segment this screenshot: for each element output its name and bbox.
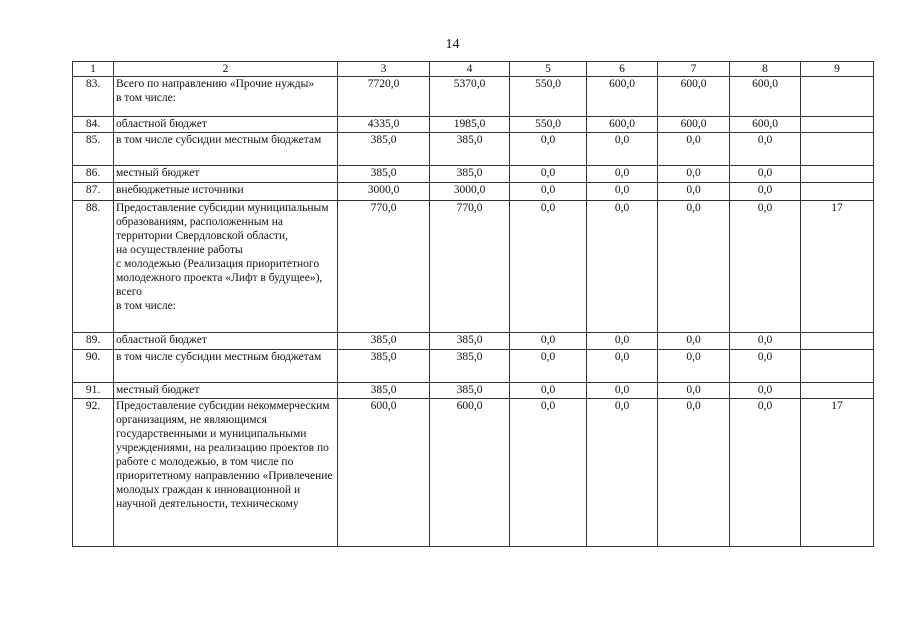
- value-cell: 3000,0: [430, 183, 510, 201]
- value-cell: 0,0: [730, 333, 801, 350]
- value-cell: 0,0: [730, 183, 801, 201]
- table-row: [73, 183, 874, 201]
- value-cell: 0,0: [730, 133, 801, 166]
- value-cell: 0,0: [658, 350, 730, 383]
- value-cell: 0,0: [510, 201, 587, 333]
- column-header: 7: [658, 62, 730, 77]
- value-cell: 0,0: [587, 183, 658, 201]
- value-cell: 0,0: [510, 333, 587, 350]
- value-cell: 1985,0: [430, 117, 510, 133]
- value-cell: 0,0: [730, 201, 801, 333]
- value-cell: 0,0: [510, 350, 587, 383]
- row-description: областной бюджет: [114, 117, 338, 133]
- value-cell: 385,0: [338, 166, 430, 183]
- target-ref-cell: [801, 77, 874, 117]
- value-cell: 385,0: [430, 333, 510, 350]
- target-ref-cell: [801, 183, 874, 201]
- value-cell: 0,0: [730, 383, 801, 399]
- value-cell: 600,0: [587, 77, 658, 117]
- row-number: 83.: [73, 77, 114, 117]
- value-cell: 770,0: [430, 201, 510, 333]
- page-number: 14: [445, 37, 460, 52]
- value-cell: 0,0: [587, 166, 658, 183]
- value-cell: 385,0: [338, 383, 430, 399]
- target-ref-cell: [801, 333, 874, 350]
- row-description: местный бюджет: [114, 166, 338, 183]
- value-cell: 600,0: [658, 77, 730, 117]
- value-cell: 0,0: [587, 399, 658, 547]
- row-number: 88.: [73, 201, 114, 333]
- value-cell: 385,0: [430, 133, 510, 166]
- value-cell: 385,0: [338, 333, 430, 350]
- table-row: [73, 350, 874, 383]
- budget-table: [72, 61, 874, 547]
- value-cell: 0,0: [510, 183, 587, 201]
- row-description: Предоставление субсидии некоммерческим организациям, не являющимся государственными и муниципальными учреждениями, на реализацию проектов по работе с молодежью, в том числе по приоритетному направлению «Привлечение молодых граждан к инновационной и научной деятельности, техническому: [114, 399, 338, 547]
- row-description: местный бюджет: [114, 383, 338, 399]
- target-ref-cell: [801, 133, 874, 166]
- value-cell: 0,0: [510, 166, 587, 183]
- row-number: 84.: [73, 117, 114, 133]
- value-cell: 0,0: [587, 333, 658, 350]
- value-cell: 0,0: [587, 383, 658, 399]
- table-row: [73, 399, 874, 547]
- value-cell: 0,0: [510, 133, 587, 166]
- value-cell: 0,0: [510, 399, 587, 547]
- value-cell: 4335,0: [338, 117, 430, 133]
- value-cell: 385,0: [430, 350, 510, 383]
- table-row: [73, 333, 874, 350]
- value-cell: 550,0: [510, 117, 587, 133]
- target-ref-cell: [801, 350, 874, 383]
- target-ref-cell: 17: [801, 201, 874, 333]
- value-cell: 600,0: [730, 117, 801, 133]
- value-cell: 0,0: [658, 399, 730, 547]
- table-row: [73, 166, 874, 183]
- value-cell: 5370,0: [430, 77, 510, 117]
- table-header-row: [73, 62, 874, 77]
- value-cell: 770,0: [338, 201, 430, 333]
- target-ref-cell: [801, 383, 874, 399]
- value-cell: 0,0: [658, 183, 730, 201]
- value-cell: 385,0: [430, 383, 510, 399]
- value-cell: 0,0: [658, 166, 730, 183]
- value-cell: 600,0: [658, 117, 730, 133]
- value-cell: 0,0: [658, 333, 730, 350]
- value-cell: 0,0: [587, 350, 658, 383]
- row-description: внебюджетные источники: [114, 183, 338, 201]
- target-ref-cell: [801, 117, 874, 133]
- value-cell: 600,0: [338, 399, 430, 547]
- row-description: областной бюджет: [114, 333, 338, 350]
- value-cell: 385,0: [430, 166, 510, 183]
- value-cell: 0,0: [510, 383, 587, 399]
- column-header: 6: [587, 62, 658, 77]
- target-ref-cell: 17: [801, 399, 874, 547]
- value-cell: 0,0: [587, 201, 658, 333]
- table-row: [73, 201, 874, 333]
- value-cell: 550,0: [510, 77, 587, 117]
- column-header: 1: [73, 62, 114, 77]
- row-number: 86.: [73, 166, 114, 183]
- value-cell: 0,0: [730, 166, 801, 183]
- target-ref-cell: [801, 166, 874, 183]
- row-description: в том числе субсидии местным бюджетам: [114, 350, 338, 383]
- value-cell: 385,0: [338, 133, 430, 166]
- column-header: 2: [114, 62, 338, 77]
- row-number: 92.: [73, 399, 114, 547]
- row-number: 91.: [73, 383, 114, 399]
- value-cell: 0,0: [658, 201, 730, 333]
- row-description: в том числе субсидии местным бюджетам: [114, 133, 338, 166]
- value-cell: 7720,0: [338, 77, 430, 117]
- value-cell: 0,0: [730, 399, 801, 547]
- value-cell: 600,0: [730, 77, 801, 117]
- table-row: [73, 133, 874, 166]
- value-cell: 600,0: [430, 399, 510, 547]
- table-row: [73, 383, 874, 399]
- value-cell: 600,0: [587, 117, 658, 133]
- row-number: 85.: [73, 133, 114, 166]
- column-header: 4: [430, 62, 510, 77]
- row-number: 90.: [73, 350, 114, 383]
- table-row: [73, 117, 874, 133]
- column-header: 3: [338, 62, 430, 77]
- value-cell: 0,0: [658, 383, 730, 399]
- value-cell: 3000,0: [338, 183, 430, 201]
- row-description: Всего по направлению «Прочие нужды» в том числе:: [114, 77, 338, 117]
- value-cell: 0,0: [587, 133, 658, 166]
- value-cell: 0,0: [658, 133, 730, 166]
- row-number: 89.: [73, 333, 114, 350]
- column-header: 8: [730, 62, 801, 77]
- row-description: Предоставление субсидии муниципальным образованиям, расположенным на территории Свердловской области, на осуществление работы с молодежью (Реализация приоритетного молодежного проекта «Лифт в будущее»), всего в том числе:: [114, 201, 338, 333]
- row-number: 87.: [73, 183, 114, 201]
- column-header: 5: [510, 62, 587, 77]
- value-cell: 0,0: [730, 350, 801, 383]
- value-cell: 385,0: [338, 350, 430, 383]
- table-row: [73, 77, 874, 117]
- column-header: 9: [801, 62, 874, 77]
